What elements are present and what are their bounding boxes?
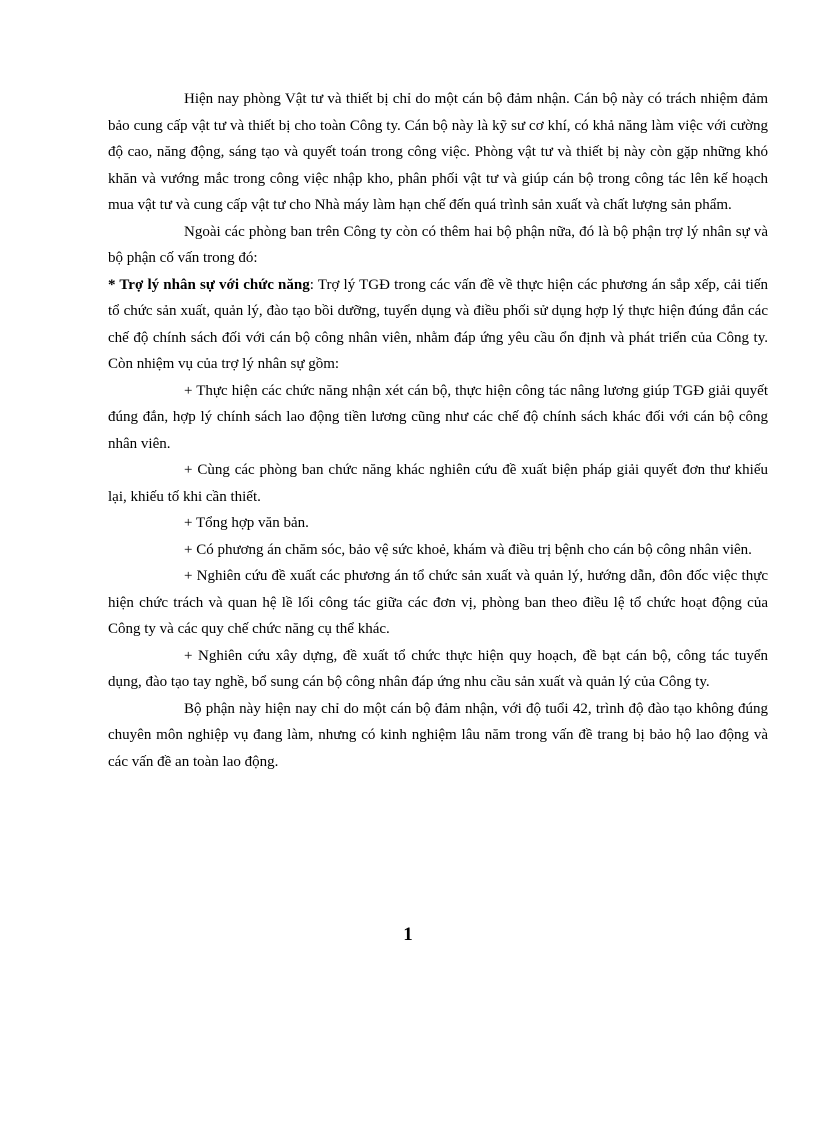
duty-item: + Nghiên cứu đề xuất các phương án tổ chức sản xuất và quản lý, hướng dẫn, đôn đốc việc thực hiện chức trách và quan hệ lề lối công tác giữa các đơn vị, phòng ban theo điều lệ tổ chức hoạt động của Công ty và các quy chế chức năng cụ thể khác. bbox=[108, 568, 768, 637]
duty-item: + Có phương án chăm sóc, bảo vệ sức khoẻ, khám và điều trị bệnh cho cán bộ công nhân viên. bbox=[184, 541, 752, 558]
document-body bbox=[108, 86, 768, 775]
hr-assistant-heading: * Trợ lý nhân sự với chức năng bbox=[108, 276, 310, 293]
duty-item: + Cùng các phòng ban chức năng khác nghiên cứu đề xuất biện pháp giải quyết đơn thư khiếu lại, khiếu tố khi cần thiết. bbox=[108, 462, 768, 505]
paragraph-closing: Bộ phận này hiện nay chỉ do một cán bộ đảm nhận, với độ tuổi 42, trình độ đào tạo không đúng chuyên môn nghiệp vụ đang làm, nhưng có kinh nghiệm lâu năm trong vấn đề trang bị bảo hộ lao động và các vấn đề an toàn lao động. bbox=[108, 700, 768, 770]
duty-item: + Tổng hợp văn bản. bbox=[184, 515, 309, 531]
hr-assistant-description: : Trợ lý TGĐ trong các vấn đề về thực hiện các phương án sắp xếp, cải tiến tổ chức sản xuất, quản lý, đào tạo bồi dưỡng, tuyển dụng và điều phối sử dụng hợp lý thực hiện đúng đắn các chế độ chính sách đối với cán bộ công nhân viên, nhằm đáp ứng yêu cầu ổn định và phát triển của Công ty. Còn nhiệm vụ của trợ lý nhân sự gồm: bbox=[108, 276, 768, 372]
paragraph-materials-department: Hiện nay phòng Vật tư và thiết bị chỉ do một cán bộ đảm nhận. Cán bộ này có trách nhiệm đảm bảo cung cấp vật tư và thiết bị cho toàn Công ty. Cán bộ này là kỹ sư cơ khí, có khả năng làm việc với cường độ cao, năng động, sáng tạo và quyết toán trong công việc. Phòng vật tư và thiết bị này còn gặp những khó khăn và vướng mắc trong công việc nhập kho, phân phối vật tư và giúp cán bộ trong công tác lên kế hoạch mua vật tư và cung cấp vật tư cho Nhà máy làm hạn chế đến quá trình sản xuất và chất lượng sản phẩm. bbox=[108, 91, 768, 213]
duty-item: + Nghiên cứu xây dựng, đề xuất tổ chức thực hiện quy hoạch, đề bạt cán bộ, công tác tuyển dụng, đào tạo tay nghề, bổ sung cán bộ công nhân đáp ứng nhu cầu sản xuất và quản lý của Công ty. bbox=[108, 647, 768, 690]
paragraph-additional-units: Ngoài các phòng ban trên Công ty còn có thêm hai bộ phận nữa, đó là bộ phận trợ lý nhân sự và bộ phận cố vấn trong đó: bbox=[108, 223, 768, 266]
page-number: 1 bbox=[403, 924, 413, 945]
duty-item: + Thực hiện các chức năng nhận xét cán bộ, thực hiện công tác nâng lương giúp TGĐ giải quyết đúng đắn, hợp lý chính sách lao động tiền lương cũng như các chế độ chính sách khác đối với cán bộ công nhân viên. bbox=[108, 382, 768, 452]
paragraph-hr-assistant bbox=[108, 272, 768, 378]
